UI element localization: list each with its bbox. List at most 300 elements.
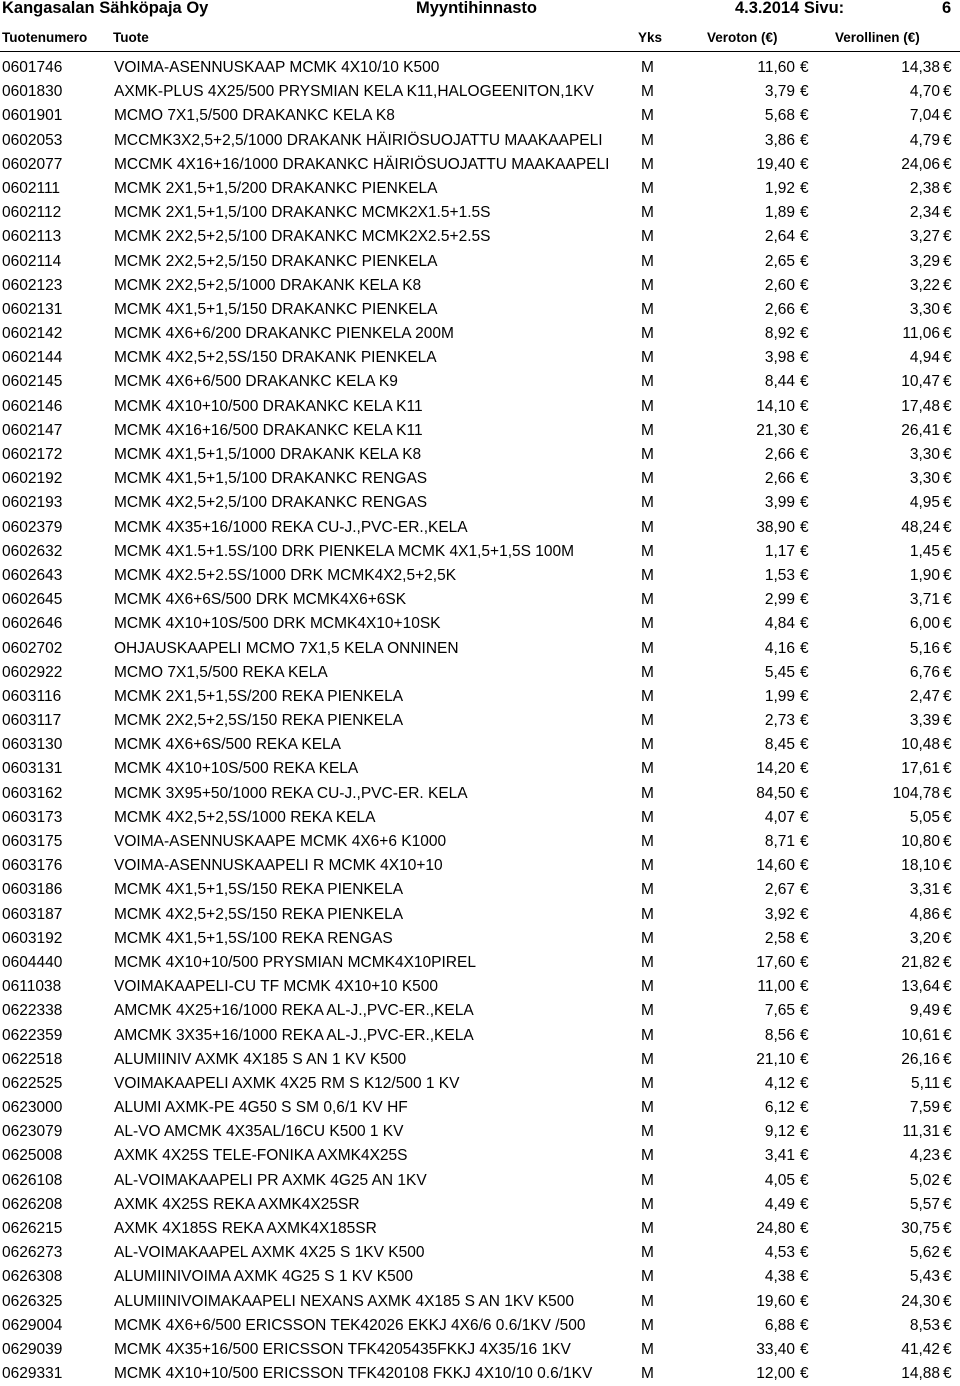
gross-currency: € — [943, 107, 952, 125]
table-row — [0, 661, 960, 685]
net-currency: € — [800, 131, 809, 149]
product-name: AL-VOIMAKAAPELI PR AXMK 4G25 AN 1KV — [114, 1171, 427, 1189]
gross-price: 14,88 — [901, 1365, 940, 1383]
net-currency: € — [800, 881, 809, 899]
net-price: 14,60 — [756, 857, 795, 875]
product-name: MCMK 4X2,5+2,5S/150 DRAKANK PIENKELA — [114, 349, 437, 367]
table-row — [0, 830, 960, 854]
gross-currency: € — [943, 1195, 952, 1213]
product-code: 0602053 — [2, 131, 63, 149]
product-code: 0603116 — [2, 687, 62, 705]
gross-price: 6,00 — [909, 615, 940, 633]
net-currency: € — [800, 179, 809, 197]
gross-currency: € — [943, 1244, 952, 1262]
product-name: ALUMIINIVOIMA AXMK 4G25 S 1 KV K500 — [114, 1268, 413, 1286]
gross-currency: € — [943, 397, 952, 415]
product-code: 0602123 — [2, 276, 63, 294]
gross-price: 4,23 — [909, 1147, 940, 1165]
net-currency: € — [800, 421, 809, 439]
gross-price: 24,06 — [901, 155, 940, 173]
net-price: 2,64 — [764, 228, 795, 246]
gross-currency: € — [943, 1268, 952, 1286]
gross-currency: € — [943, 591, 952, 609]
table-header — [0, 29, 960, 47]
product-name: MCMO 7X1,5/500 DRAKANKC KELA K8 — [114, 107, 395, 125]
net-price: 3,86 — [764, 131, 795, 149]
gross-currency: € — [943, 833, 952, 850]
gross-currency: € — [943, 712, 952, 730]
product-code: 0602077 — [2, 155, 63, 173]
unit: M — [641, 107, 654, 125]
gross-price: 3,39 — [909, 712, 940, 730]
product-code: 0602193 — [2, 494, 63, 512]
gross-price: 14,38 — [901, 59, 940, 76]
product-code: 0602113 — [2, 228, 62, 246]
gross-price: 3,30 — [909, 470, 940, 488]
unit: M — [641, 591, 654, 609]
table-row — [0, 806, 960, 830]
product-code: 0602922 — [2, 663, 63, 681]
net-price: 24,80 — [756, 1220, 795, 1237]
net-currency: € — [800, 1002, 809, 1020]
table-row — [0, 1241, 960, 1265]
table-row — [0, 1193, 960, 1217]
gross-price: 26,16 — [901, 1050, 940, 1068]
product-code: 0602131 — [2, 300, 63, 318]
table-row — [0, 225, 960, 249]
unit: M — [641, 325, 654, 343]
gross-currency: € — [943, 155, 952, 173]
product-name: MCMO 7X1,5/500 REKA KELA — [114, 663, 328, 681]
product-code: 0601901 — [2, 107, 63, 125]
product-name: MCMK 4X2,5+2,5S/150 REKA PIENKELA — [114, 905, 404, 923]
net-price: 4,84 — [764, 615, 795, 633]
net-price: 4,12 — [764, 1074, 795, 1092]
document-title: Myyntihinnasto — [416, 0, 538, 17]
product-name: MCMK 2X1,5+1,5/100 DRAKANKC MCMK2X1.5+1.5S — [114, 204, 491, 222]
product-name: MCMK 4X1,5+1,5S/150 REKA PIENKELA — [114, 881, 404, 899]
product-name: VOIMAKAAPELI-CU TF MCMK 4X10+10 K500 — [114, 978, 439, 996]
product-name: MCMK 4X1,5+1,5S/100 REKA RENGAS — [114, 929, 393, 947]
table-row — [0, 564, 960, 588]
product-name: AXMK 4X25S REKA AXMK4X25SR — [114, 1195, 360, 1213]
net-currency: € — [800, 663, 809, 681]
gross-currency: € — [943, 1147, 952, 1165]
table-row — [0, 1120, 960, 1144]
net-price: 4,53 — [764, 1244, 795, 1262]
gross-currency: € — [943, 494, 952, 512]
table-row — [0, 129, 960, 153]
unit: M — [641, 760, 654, 778]
net-currency: € — [800, 566, 809, 584]
gross-currency: € — [943, 131, 952, 149]
table-row — [0, 322, 960, 346]
net-currency: € — [800, 83, 809, 101]
gross-price: 11,31 — [902, 1123, 940, 1141]
gross-currency: € — [943, 687, 952, 705]
net-price: 11,00 — [757, 978, 795, 996]
gross-currency: € — [943, 808, 952, 826]
net-currency: € — [800, 687, 809, 705]
product-name: MCMK 4X6+6S/500 DRK MCMK4X6+6SK — [114, 591, 407, 609]
gross-price: 10,47 — [901, 373, 940, 391]
table-row — [0, 177, 960, 201]
product-name: MCMK 2X2,5+2,5S/150 REKA PIENKELA — [114, 712, 404, 730]
product-name: VOIMAKAAPELI AXMK 4X25 RM S K12/500 1 KV — [114, 1074, 460, 1092]
gross-currency: € — [943, 905, 952, 923]
product-code: 0601830 — [2, 83, 63, 101]
table-row — [0, 733, 960, 757]
net-currency: € — [800, 204, 809, 222]
unit: M — [641, 566, 654, 584]
net-price: 2,65 — [764, 252, 795, 270]
net-price: 4,49 — [764, 1195, 795, 1213]
unit: M — [641, 252, 654, 270]
table-row — [0, 1362, 960, 1386]
product-code: 0603173 — [2, 808, 63, 826]
net-price: 19,60 — [756, 1292, 795, 1310]
table-row — [0, 1024, 960, 1048]
unit: M — [641, 639, 654, 657]
gross-price: 11,06 — [902, 325, 940, 343]
net-currency: € — [800, 446, 809, 463]
table-row — [0, 298, 960, 322]
gross-currency: € — [943, 1099, 952, 1117]
net-currency: € — [800, 325, 809, 343]
net-price: 1,99 — [764, 687, 795, 705]
net-price: 19,40 — [756, 155, 795, 173]
product-name: MCMK 4X6+6S/500 REKA KELA — [114, 736, 342, 754]
product-name: AXMK-PLUS 4X25/500 PRYSMIAN KELA K11,HALOGEENITON,1KV — [114, 83, 594, 101]
gross-currency: € — [943, 929, 952, 947]
gross-price: 41,42 — [901, 1340, 940, 1358]
gross-price: 4,86 — [909, 905, 940, 923]
product-name: MCMK 4X6+6/500 ERICSSON TEK42026 EKKJ 4X6/6 0.6/1KV /500 — [114, 1316, 586, 1334]
unit: M — [641, 881, 654, 899]
gross-currency: € — [943, 179, 952, 197]
gross-currency: € — [943, 276, 952, 294]
gross-price: 24,30 — [901, 1292, 940, 1310]
unit: M — [641, 300, 654, 318]
unit: M — [641, 784, 654, 802]
table-row — [0, 975, 960, 999]
gross-price: 3,27 — [909, 228, 940, 246]
net-currency: € — [800, 1171, 809, 1189]
product-name: AXMK 4X185S REKA AXMK4X185SR — [114, 1220, 377, 1237]
product-name: AL-VO AMCMK 4X35AL/16CU K500 1 KV — [114, 1123, 404, 1141]
gross-currency: € — [943, 1220, 952, 1237]
product-code: 0623079 — [2, 1123, 63, 1141]
product-name: MCMK 2X1,5+1,5/200 DRAKANKC PIENKELA — [114, 179, 438, 197]
net-price: 1,53 — [764, 566, 795, 584]
product-code: 0626215 — [2, 1220, 63, 1237]
net-currency: € — [800, 833, 809, 850]
product-code: 0626208 — [2, 1195, 63, 1213]
product-code: 0629331 — [2, 1365, 63, 1383]
unit: M — [641, 1244, 654, 1262]
net-currency: € — [800, 1340, 809, 1358]
product-code: 0602192 — [2, 470, 63, 488]
table-row — [0, 903, 960, 927]
product-name: MCMK 4X2,5+2,5S/1000 REKA KELA — [114, 808, 376, 826]
unit: M — [641, 1220, 654, 1237]
net-currency: € — [800, 1244, 809, 1262]
product-code: 0603130 — [2, 736, 63, 754]
table-row — [0, 685, 960, 709]
unit: M — [641, 1050, 654, 1068]
net-currency: € — [800, 1123, 809, 1141]
page-header — [0, 0, 960, 17]
product-code: 0629004 — [2, 1316, 63, 1334]
product-name: OHJAUSKAAPELI MCMO 7X1,5 KELA ONNINEN — [114, 639, 459, 657]
page-label: Sivu: — [803, 0, 845, 17]
unit: M — [641, 663, 654, 681]
gross-price: 18,10 — [901, 857, 940, 875]
unit: M — [641, 1074, 654, 1092]
product-code: 0602379 — [2, 518, 63, 536]
gross-currency: € — [943, 760, 952, 778]
net-price: 2,67 — [764, 881, 795, 899]
product-name: MCMK 4X10+10/500 ERICSSON TFK420108 FKKJ 4X10/10 0.6/1KV — [114, 1365, 593, 1383]
table-row — [0, 274, 960, 298]
net-price: 12,00 — [756, 1365, 795, 1383]
gross-currency: € — [943, 542, 952, 560]
gross-currency: € — [943, 228, 952, 246]
product-name: MCMK 4X6+6/500 DRAKANKC KELA K9 — [114, 373, 398, 391]
document-date — [735, 0, 844, 17]
unit: M — [641, 421, 654, 439]
gross-price: 8,53 — [909, 1316, 940, 1334]
product-name: MCMK 4X16+16/500 DRAKANKC KELA K11 — [114, 421, 423, 439]
unit: M — [641, 397, 654, 415]
gross-price: 6,76 — [909, 663, 940, 681]
product-name: MCMK 4X10+10S/500 REKA KELA — [114, 760, 359, 778]
net-currency: € — [800, 373, 809, 391]
product-code: 0611038 — [2, 978, 62, 996]
table-row — [0, 1290, 960, 1314]
price-table-body — [0, 56, 960, 1386]
table-row — [0, 854, 960, 878]
product-name: MCCMK 4X16+16/1000 DRAKANKC HÄIRIÖSUOJATTU MAAKAAPELI — [114, 155, 610, 173]
gross-price: 5,16 — [909, 639, 940, 657]
gross-price: 4,70 — [909, 83, 940, 101]
company-name: Kangasalan Sähköpaja Oy — [2, 0, 209, 17]
net-price: 9,12 — [764, 1123, 795, 1141]
product-code: 0603175 — [2, 833, 63, 850]
unit: M — [641, 1147, 654, 1165]
product-code: 0603117 — [2, 712, 62, 730]
table-row — [0, 1048, 960, 1072]
net-currency: € — [800, 155, 809, 173]
gross-price: 10,61 — [901, 1026, 940, 1044]
gross-price: 26,41 — [901, 421, 940, 439]
product-name: MCMK 2X2,5+2,5/100 DRAKANKC MCMK2X2.5+2.5S — [114, 228, 491, 246]
product-code: 0602112 — [2, 204, 62, 222]
gross-currency: € — [943, 639, 952, 657]
product-name: AL-VOIMAKAAPEL AXMK 4X25 S 1KV K500 — [114, 1244, 425, 1262]
net-currency: € — [800, 107, 809, 125]
unit: M — [641, 204, 654, 222]
gross-price: 17,61 — [901, 760, 940, 778]
product-name: MCMK 4X2,5+2,5/100 DRAKANKC RENGAS — [114, 494, 428, 512]
gross-currency: € — [943, 857, 952, 875]
product-name: MCMK 3X95+50/1000 REKA CU-J.,PVC-ER. KELA — [114, 784, 468, 802]
gross-currency: € — [943, 373, 952, 391]
net-price: 2,99 — [764, 591, 795, 609]
net-price: 2,66 — [764, 470, 795, 488]
product-code: 0622338 — [2, 1002, 63, 1020]
gross-currency: € — [943, 978, 952, 996]
unit: M — [641, 1316, 654, 1334]
table-row — [0, 709, 960, 733]
table-row — [0, 346, 960, 370]
product-code: 0622359 — [2, 1026, 63, 1044]
net-price: 2,66 — [764, 300, 795, 318]
gross-price: 10,48 — [901, 736, 940, 754]
gross-price: 2,38 — [909, 179, 940, 197]
unit: M — [641, 1268, 654, 1286]
product-name: MCMK 4X1,5+1,5/100 DRAKANKC RENGAS — [114, 470, 428, 488]
gross-currency: € — [943, 1365, 952, 1383]
product-name: MCMK 4X2.5+2.5S/1000 DRK MCMK4X2,5+2,5K — [114, 566, 457, 584]
product-code: 0602645 — [2, 591, 63, 609]
unit: M — [641, 349, 654, 367]
gross-price: 3,30 — [909, 446, 940, 463]
net-price: 33,40 — [756, 1340, 795, 1358]
table-row — [0, 1314, 960, 1338]
gross-currency: € — [943, 349, 952, 367]
net-currency: € — [800, 1268, 809, 1286]
table-row — [0, 395, 960, 419]
gross-currency: € — [943, 1002, 952, 1020]
gross-currency: € — [943, 953, 952, 971]
product-code: 0604440 — [2, 953, 63, 971]
table-row — [0, 1169, 960, 1193]
gross-currency: € — [943, 663, 952, 681]
table-row — [0, 56, 960, 80]
table-row — [0, 153, 960, 177]
product-code: 0629039 — [2, 1340, 63, 1358]
gross-price: 3,29 — [909, 252, 940, 270]
gross-currency: € — [943, 615, 952, 633]
gross-currency: € — [943, 881, 952, 899]
date-text: 4.3.2014 — [735, 0, 800, 17]
gross-price: 1,45 — [909, 542, 940, 560]
net-currency: € — [800, 712, 809, 730]
gross-price: 17,48 — [901, 397, 940, 415]
net-currency: € — [800, 615, 809, 633]
net-currency: € — [800, 760, 809, 778]
table-row — [0, 104, 960, 128]
net-price: 3,98 — [764, 349, 795, 367]
gross-currency: € — [943, 784, 952, 802]
product-name: MCMK 2X1,5+1,5S/200 REKA PIENKELA — [114, 687, 404, 705]
page-number: 6 — [942, 0, 952, 17]
net-currency: € — [800, 1147, 809, 1165]
table-row — [0, 927, 960, 951]
unit: M — [641, 155, 654, 173]
gross-price: 5,05 — [909, 808, 940, 826]
product-name: ALUMIINIVOIMAKAAPELI NEXANS AXMK 4X185 S AN 1KV K500 — [114, 1292, 575, 1310]
gross-price: 3,31 — [909, 881, 940, 899]
unit: M — [641, 1195, 654, 1213]
unit: M — [641, 446, 654, 463]
unit: M — [641, 373, 654, 391]
gross-currency: € — [943, 1316, 952, 1334]
gross-price: 5,57 — [909, 1195, 940, 1213]
net-price: 2,60 — [764, 276, 795, 294]
header-divider — [0, 51, 960, 52]
net-price: 17,60 — [756, 953, 795, 971]
table-row — [0, 612, 960, 636]
product-name: MCMK 4X35+16/1000 REKA CU-J.,PVC-ER.,KELA — [114, 518, 468, 536]
gross-price: 7,04 — [909, 107, 940, 125]
gross-currency: € — [943, 204, 952, 222]
net-currency: € — [800, 591, 809, 609]
table-row — [0, 201, 960, 225]
product-name: VOIMA-ASENNUSKAAPELI R MCMK 4X10+10 — [114, 857, 443, 875]
product-code: 0626273 — [2, 1244, 63, 1262]
product-name: MCMK 4X10+10/500 PRYSMIAN MCMK4X10PIREL — [114, 953, 476, 971]
product-code: 0603162 — [2, 784, 63, 802]
table-row — [0, 637, 960, 661]
net-currency: € — [800, 1195, 809, 1213]
net-currency: € — [800, 784, 809, 802]
product-name: VOIMA-ASENNUSKAAPE MCMK 4X6+6 K1000 — [114, 833, 447, 850]
net-currency: € — [800, 252, 809, 270]
net-price: 2,58 — [764, 929, 795, 947]
gross-currency: € — [943, 566, 952, 584]
product-name: AMCMK 4X25+16/1000 REKA AL-J.,PVC-ER.,KELA — [114, 1002, 474, 1020]
net-price: 21,10 — [756, 1050, 795, 1068]
table-row — [0, 1096, 960, 1120]
net-price: 5,45 — [764, 663, 795, 681]
gross-currency: € — [943, 1171, 952, 1189]
gross-currency: € — [943, 1026, 952, 1044]
product-code: 0602145 — [2, 373, 63, 391]
product-code: 0602142 — [2, 325, 63, 343]
net-currency: € — [800, 1292, 809, 1310]
net-price: 2,66 — [764, 446, 795, 463]
unit: M — [641, 808, 654, 826]
net-currency: € — [800, 300, 809, 318]
product-code: 0626325 — [2, 1292, 63, 1310]
gross-price: 4,95 — [909, 494, 940, 512]
unit: M — [641, 494, 654, 512]
net-price: 8,92 — [764, 325, 795, 343]
gross-currency: € — [943, 1050, 952, 1068]
table-row — [0, 370, 960, 394]
unit: M — [641, 59, 654, 76]
net-price: 3,79 — [764, 83, 795, 101]
gross-currency: € — [943, 1074, 952, 1092]
product-code: 0626108 — [2, 1171, 63, 1189]
net-price: 6,88 — [764, 1316, 795, 1334]
net-currency: € — [800, 1074, 809, 1092]
gross-price: 30,75 — [901, 1220, 940, 1237]
table-row — [0, 1338, 960, 1362]
product-name: MCCMK3X2,5+2,5/1000 DRAKANK HÄIRIÖSUOJATTU MAAKAAPELI — [114, 131, 603, 149]
net-currency: € — [800, 1365, 809, 1383]
product-name: MCMK 4X1,5+1,5/1000 DRAKANK KELA K8 — [114, 446, 422, 463]
product-code: 0622525 — [2, 1074, 63, 1092]
net-currency: € — [800, 857, 809, 875]
gross-currency: € — [943, 421, 952, 439]
net-currency: € — [800, 494, 809, 512]
gross-price: 3,22 — [909, 276, 940, 294]
product-code: 0602146 — [2, 397, 63, 415]
table-row — [0, 516, 960, 540]
